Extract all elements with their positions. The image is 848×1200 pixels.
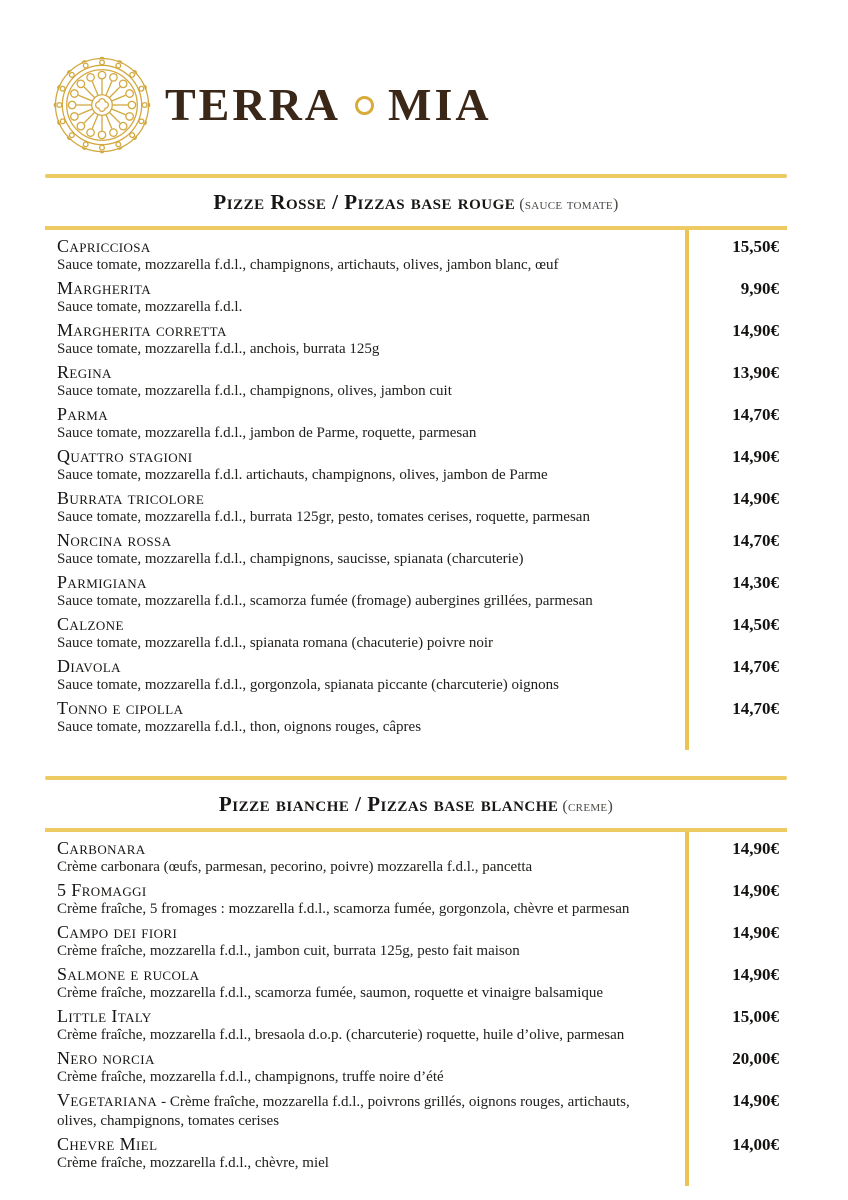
menu-item-price: 14,70€ xyxy=(732,657,779,676)
section-title: Pizze bianche / Pizzas base blanche xyxy=(218,792,559,816)
menu-item-row xyxy=(45,922,787,961)
brand-word-terra: TERRA xyxy=(165,79,342,130)
menu-item-row xyxy=(45,1006,787,1045)
menu-item-row xyxy=(45,880,787,919)
menu-item-description: Sauce tomate, mozzarella f.d.l., spianata romana (chacuterie) poivre noir xyxy=(57,635,494,651)
menu-item-text xyxy=(45,1090,685,1131)
menu-item-description: Sauce tomate, mozzarella f.d.l., scamorza fumée (fromage) aubergines grillées, parmesan xyxy=(57,593,593,609)
menu-item-row xyxy=(45,656,787,695)
menu-item-name: Parmigiana xyxy=(57,572,147,592)
menu-item-description: Crème fraîche, mozzarella f.d.l., champignons, truffe noire d’été xyxy=(57,1069,444,1085)
menu-item-text xyxy=(45,488,685,527)
menu-item-text xyxy=(45,656,685,695)
menu-item-price: 14,70€ xyxy=(732,531,779,550)
menu-item-description: Crème fraîche, mozzarella f.d.l., chèvre, miel xyxy=(57,1155,329,1171)
menu-item-price: 15,00€ xyxy=(732,1007,779,1026)
menu-item-row xyxy=(45,278,787,317)
menu-item-text xyxy=(45,614,685,653)
menu-item-name: Vegetariana xyxy=(57,1090,158,1110)
menu-item-description: Sauce tomate, mozzarella f.d.l., champignons, saucisse, spianata (charcuterie) xyxy=(57,551,524,567)
menu-item-description: Crème carbonara (œufs, parmesan, pecorino, poivre) mozzarella f.d.l., pancetta xyxy=(57,859,533,875)
menu-item-name: Salmone e rucola xyxy=(57,964,200,984)
menu-item-name: Carbonara xyxy=(57,838,146,858)
menu-item-row xyxy=(45,530,787,569)
menu-item-row xyxy=(45,446,787,485)
menu-item-price: 20,00€ xyxy=(732,1049,779,1068)
menu-item-name: Tonno e cipolla xyxy=(57,698,184,718)
menu-item-price: 14,50€ xyxy=(732,615,779,634)
menu-item-name: Campo dei fiori xyxy=(57,922,178,942)
menu-item-name: Margherita xyxy=(57,278,152,298)
menu-item-description: - Crème fraîche, mozzarella f.d.l., poivrons grillés, oignons rouges, artichauts, olives, champignons, tomates cerises xyxy=(57,1094,630,1129)
section-note: (sauce tomate) xyxy=(519,196,619,213)
menu-item-description: Crème fraîche, mozzarella f.d.l., jambon cuit, burrata 125g, pesto fait maison xyxy=(57,943,520,959)
brand-separator-ring-icon xyxy=(355,96,374,115)
menu-item-row xyxy=(45,362,787,401)
menu-item-description: Sauce tomate, mozzarella f.d.l. artichauts, champignons, olives, jambon de Parme xyxy=(57,467,548,483)
menu-item-price: 14,30€ xyxy=(732,573,779,592)
brand-header xyxy=(45,50,787,160)
menu-item-row xyxy=(45,320,787,359)
menu-item-text xyxy=(45,530,685,569)
brand-title xyxy=(165,79,492,130)
menu-item-row xyxy=(45,404,787,443)
price-column-divider xyxy=(685,832,689,1186)
menu-item-row xyxy=(45,236,787,275)
menu-item-name: Norcina rossa xyxy=(57,530,172,550)
menu-item-description: Sauce tomate, mozzarella f.d.l., champignons, artichauts, olives, jambon blanc, œuf xyxy=(57,257,559,273)
menu-item-text xyxy=(45,446,685,485)
menu-item-text xyxy=(45,1006,685,1045)
menu-item-description: Sauce tomate, mozzarella f.d.l., champignons, olives, jambon cuit xyxy=(57,383,452,399)
menu-item-text xyxy=(45,838,685,877)
menu-item-name: 5 Fromaggi xyxy=(57,880,147,900)
menu-item-text xyxy=(45,880,685,919)
menu-item-name: Diavola xyxy=(57,656,121,676)
menu-item-description: Crème fraîche, 5 fromages : mozzarella f.d.l., scamorza fumée, gorgonzola, chèvre et parmesan xyxy=(57,901,630,917)
menu-item-price: 14,70€ xyxy=(732,405,779,424)
menu-item-name: Margherita corretta xyxy=(57,320,227,340)
menu-item-row xyxy=(45,838,787,877)
menu-item-text xyxy=(45,362,685,401)
menu-item-text xyxy=(45,922,685,961)
menu-item-description: Crème fraîche, mozzarella f.d.l., bresaola d.o.p. (charcuterie) roquette, huile d’olive, parmesan xyxy=(57,1027,625,1043)
menu-item-price: 14,90€ xyxy=(732,965,779,984)
menu-item-description: Sauce tomate, mozzarella f.d.l., thon, oignons rouges, câpres xyxy=(57,719,422,735)
menu-item-row xyxy=(45,614,787,653)
menu-item-text xyxy=(45,1048,685,1087)
menu-item-price: 14,90€ xyxy=(732,489,779,508)
menu-item-row xyxy=(45,488,787,527)
menu-item-price: 14,90€ xyxy=(732,1091,779,1110)
menu-item-price: 14,90€ xyxy=(732,447,779,466)
menu-item-price: 14,90€ xyxy=(732,881,779,900)
section-header-rosse xyxy=(45,178,787,226)
section-items-bianche xyxy=(45,828,787,1186)
menu-item-text xyxy=(45,572,685,611)
section-header-bianche xyxy=(45,780,787,828)
menu-item-text xyxy=(45,278,685,317)
menu-item-name: Calzone xyxy=(57,614,124,634)
price-column-divider xyxy=(685,230,689,750)
menu-item-text xyxy=(45,964,685,1003)
menu-item-name: Quattro stagioni xyxy=(57,446,193,466)
section-gap xyxy=(45,750,787,776)
menu-item-price: 14,90€ xyxy=(732,923,779,942)
menu-item-description: Sauce tomate, mozzarella f.d.l., anchois, burrata 125g xyxy=(57,341,380,357)
menu-item-row xyxy=(45,1134,787,1173)
menu-item-name: Capricciosa xyxy=(57,236,151,256)
menu-item-row xyxy=(45,698,787,737)
menu-item-price: 14,90€ xyxy=(732,839,779,858)
menu-item-text xyxy=(45,320,685,359)
menu-item-description: Sauce tomate, mozzarella f.d.l., gorgonzola, spianata piccante (charcuterie) oignons xyxy=(57,677,560,693)
menu-item-description: Sauce tomate, mozzarella f.d.l., jambon de Parme, roquette, parmesan xyxy=(57,425,477,441)
menu-item-name: Parma xyxy=(57,404,109,424)
menu-item-text xyxy=(45,404,685,443)
menu-item-name: Nero norcia xyxy=(57,1048,155,1068)
menu-item-name: Little Italy xyxy=(57,1006,152,1026)
mandala-logo-icon xyxy=(53,56,151,154)
menu-item-price: 9,90€ xyxy=(740,279,779,298)
section-title: Pizze Rosse / Pizzas base rouge xyxy=(213,190,516,214)
menu-item-row xyxy=(45,572,787,611)
menu-item-name: Burrata tricolore xyxy=(57,488,205,508)
menu-item-price: 14,00€ xyxy=(732,1135,779,1154)
section-items-rosse xyxy=(45,226,787,750)
menu-item-price: 14,70€ xyxy=(732,699,779,718)
menu-item-name: Chevre Miel xyxy=(57,1134,158,1154)
menu-item-name: Regina xyxy=(57,362,112,382)
menu-item-text xyxy=(45,1134,685,1173)
menu-item-text xyxy=(45,698,685,737)
menu-item-price: 13,90€ xyxy=(732,363,779,382)
brand-word-mia: MIA xyxy=(388,79,492,130)
menu-item-price: 15,50€ xyxy=(732,237,779,256)
section-note: (creme) xyxy=(562,798,614,815)
menu-item-price: 14,90€ xyxy=(732,321,779,340)
menu-item-row xyxy=(45,964,787,1003)
menu-item-text xyxy=(45,236,685,275)
menu-item-row xyxy=(45,1048,787,1087)
menu-item-description: Crème fraîche, mozzarella f.d.l., scamorza fumée, saumon, roquette et vinaigre balsamique xyxy=(57,985,604,1001)
menu-item-description: Sauce tomate, mozzarella f.d.l., burrata 125gr, pesto, tomates cerises, roquette, parmesan xyxy=(57,509,590,525)
menu-item-description: Sauce tomate, mozzarella f.d.l. xyxy=(57,299,243,315)
menu-item-row xyxy=(45,1090,787,1131)
